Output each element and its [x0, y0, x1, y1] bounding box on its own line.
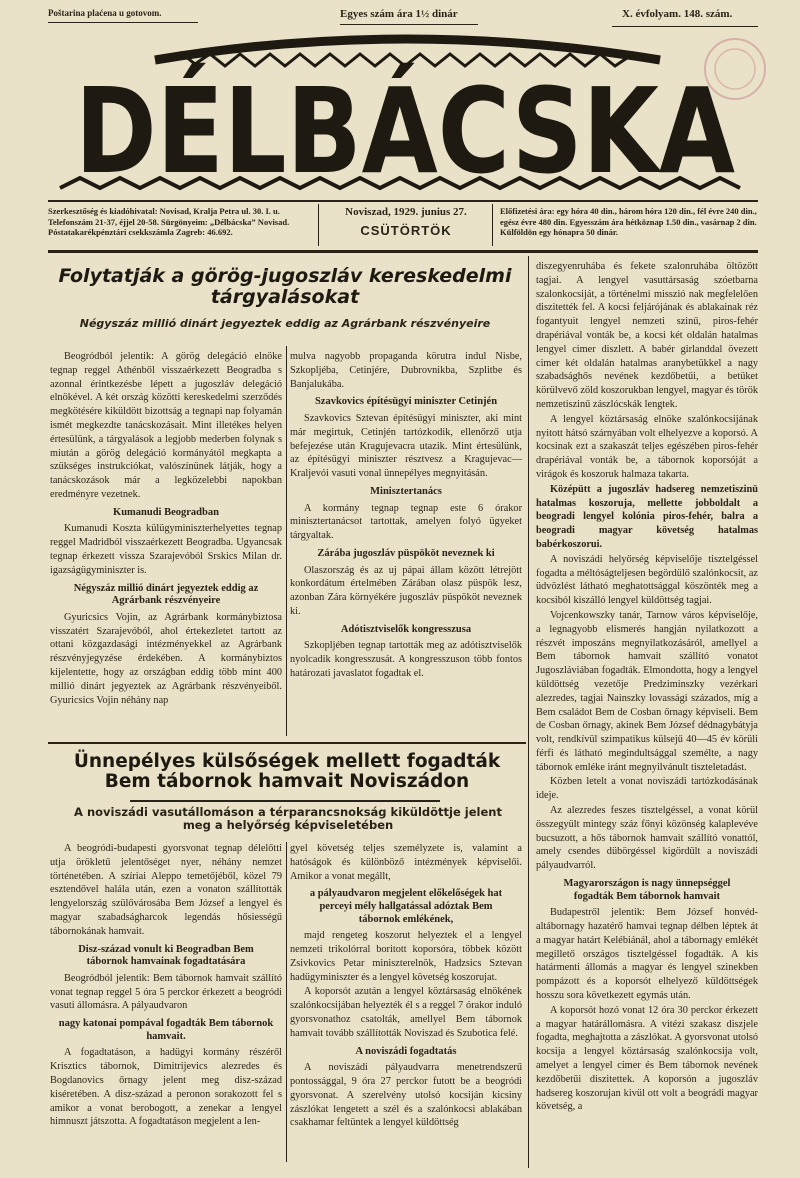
- article2-paragraph: gyel követség teljes személyzete is, valamint a hatóságok és különböző intézmények képviselői. Amikor a vonat megállt,: [290, 843, 522, 882]
- article2-column-divider: [286, 842, 287, 1162]
- article1-column-divider: [286, 346, 287, 736]
- info-divider-right: [492, 204, 493, 246]
- article2-paragraph: A fogadtatáson, a hadügyi kormány részéről Krisztics tábornok, Dimitrijevics alezredes és Bogdanovics őrnagy jelent meg disz-század kiséretében. A disz-század a peronon sorakozott fel s amikor a vonat berobogott, a zenekar a lengyel himnuszt játszotta. A fogadtatáson megjelent a len-: [50, 1047, 282, 1128]
- price-note: Egyes szám ára 1½ dinár: [340, 8, 458, 20]
- article2-column-2: [290, 842, 522, 1131]
- article2-paragraph: A koporsót azután a lengyel köztársaság elnökének szalónkocsijában helyezték él s a reggel 7 órakor induló gyorsvonathoz csatolták, amellyel Bem tábornok hamvait tovább szállították Noviszad és Szubotica felé.: [290, 986, 522, 1039]
- delivery-note: Poštarina plaćena u gotovom.: [48, 8, 162, 18]
- right-column-paragraph: Budapestről jelentik: Bem József honvéd-altábornagy hazatérő hamvai tegnap délben léptek át a magyar határt Kelébiánál, ahol a tábornagy emlékét megillető országos tisztelgéssel fogadták. A kis határmenti állomás a magyar és lengyel szinekben pompázott és a koporsót elhelyező küldöttségek hosszu sora következett egymás után.: [536, 907, 758, 1002]
- article2-paragraph: A beogródi-budapesti gyorsvonat tegnap délelőtti utja örökletű jelentőséget nyer, néhány nemzet történetében. A szíriai Aleppo temetőjéből, közel 79 esztendővel halála után, ezen a vonaton szállították lengyelország szülővárosába Bem József a lengyel és magyar szabadságharcok legendás hősiességű tábornokának hamvait.: [50, 843, 282, 937]
- article1-headline: Folytatják a görög-jugoszláv kereskedelmi tárgyalásokat: [58, 265, 512, 308]
- article1-subhead: Négyszáz millió dinárt jegyeztek eddig az Agrárbank részvényeire: [79, 317, 491, 330]
- article2-paragraph: Beogródból jelentik: Bem tábornok hamvait szállító vonat tegnap reggel 5 óra 5 perckor érkezett a beogródi vasuti állomásra. A pályaudvaron: [50, 972, 282, 1012]
- article1-subtitle: Kumanudi Beogradban: [113, 506, 219, 518]
- issue-day: CSÜTÖRTÖK: [360, 222, 452, 238]
- article1-subtitle: Adótisztviselők kongresszusa: [340, 623, 472, 635]
- article1-paragraph: Kumanudi Koszta külügyminiszterhelyettes tegnap reggel Madridból visszaérkezett Beogradba. Ugyancsak tegnap érkezett vissza Szarajevóból Srskics Milan dr. igazságügyminiszter is.: [50, 523, 282, 576]
- rule-before-article2: [48, 742, 526, 744]
- article1-subtitle: Minisztertanács: [370, 485, 442, 497]
- price-underline: [340, 24, 478, 25]
- article2-subtitle: Disz-század vonult ki Beogradban Bem tábornok hamvainak fogadtatására: [78, 943, 254, 968]
- date-box: [330, 206, 482, 239]
- right-column-paragraph: A koporsót hozó vonat 12 óra 30 perckor érkezett a magyar határállomásra. A vitézi szakasz diszjele fogadta, meghajtotta a zászlókat. A gyorsvonat utolsó kocsija a lengyel köztársaság szalónkocsija volt, amelyet a lengyel cimer és Bem tábornok nevének kezdőbetűi diszitettek. A koporsón a jugoszláv hadsereg koszorujan kivül ott volt a beográdi magyar követség, a: [536, 1004, 758, 1113]
- right-column-paragraph: Az alezredes feszes tisztelgéssel, a vonat körül összegyült mintegy száz főnyi közönség kalaplevéve bucsuzott, a hős tábornok hamvait szállító vonattól, amely csendes dübörgéssel kigördült a noviszádi pályaudvarról.: [536, 805, 758, 872]
- article2-subtitle: nagy katonai pompával fogadták Bem tábornok hamvait.: [58, 1018, 274, 1042]
- right-column-paragraph: diszegyenruhába és fekete szalonruhába öltözött tagjai. A lengyel vasuttársaság szóetbarna szalonkocsiját, a történelmi misszió nak megfelelően diszitették fel. A kocsi feljárójának és ablakainak réz fogantyuit lengyel nemzeti szinű, piros-fehér drapériával vonták be, a kocsi két oldalán hatalmas lengyel cimer diszlett. A babér girlanddal övezett cimer két oldalán hatalmas aranybetükkel a nagy szabadsághős nevének kezdőbetűi, a betüket körülvevő zöld koszorukban lengyel, magyar és török nemzetiszinű zászlócskák lengtek.: [536, 261, 758, 410]
- right-column-divider: [528, 256, 529, 1168]
- article2-subhead: A noviszádi vasutállomáson a térparancsnokság kiküldöttje jelent meg a helyőrség képviseletében: [74, 805, 502, 833]
- subscription-info: Előfizetési ára: egy hóra 40 din., három hóra 120 din., fél évre 240 din., egész évre 480 din. Egyesszám ára hétköznap 1.50 din., vasárnap 2 din. Külföldön egy hónapra 50 dinár.: [500, 206, 757, 238]
- article1-paragraph: mulva nagyobb propaganda körutra indul Nisbe, Szkopljéba, Cetinjére, Dubrovnikba, Szplitbe és Banjalukába.: [290, 351, 522, 390]
- editorial-info: Szerkesztőség és kiadóhivatal: Novisad, Kralja Petra ul. 30. I. u. Telefonszám 21-37, éjjel 20-58. Sürgönyeim: „Délbácska” Novisad. Póstatakarékpénztári csekkszámla Zagreb: 46.692.: [48, 206, 290, 238]
- article2-subtitle: A noviszádi fogadtatás: [355, 1045, 457, 1057]
- article1-subtitle: Zárába jugoszláv püspököt neveznek ki: [317, 547, 495, 559]
- right-column-paragraph: A lengyel köztársaság elnöke szalónkocsijának nyitott hátsó szárnyában volt elhelyezve a koporsó. A kocsinak ezt a szakaszát teljes egészében piros-fehér drapériával vonták be, a tábornok koporsóját a virágok és koszoruk halmaza takarta.: [536, 413, 758, 480]
- article1-paragraph: A kormány tegnap tegnap este 6 órakor minisztertanácsot tartottak, amelyen folyó ügyeket tárgyaltak.: [290, 502, 522, 542]
- issue-number: X. évfolyam. 148. szám.: [622, 8, 733, 20]
- rule-under-masthead: [48, 200, 758, 202]
- article1-paragraph: Gyuricsics Vojin, az Agrárbank kormánybiztosa visszatért Szarajevóból, ahol értekezletet tartott az ottani közgazdasági intézményekkel az Agrárbank részvényjegyzése érdekében. A kormánybiztos kijelentette, hogy az országban eddig több mint 400 millió dinárt jegyeztek az Agrárbank részvényeiből. Gyuricsics Vojin néhány nap: [50, 611, 282, 706]
- article2-paragraph: majd rengeteg koszorut helyeztek el a lengyel nemzeti trikolórral boritott koporsóra, többek között Zsivkovics Petar miniszterelnök, Hadzsics Sztevan hadügyminiszter és a lengyel követség koszorujat.: [290, 930, 522, 983]
- article2-subtitle: a pályaudvaron megjelent előkelőségek hat perceyi mély hallgatással adóztak Bem tábornok emlékének,: [309, 888, 503, 925]
- article2-column-1: [50, 842, 282, 1130]
- issue-underline: [612, 26, 758, 27]
- right-column: [536, 260, 758, 1115]
- article1-subtitle: Szavkovics építésügyi miniszter Cetinjén: [314, 396, 498, 408]
- right-column-bold-paragraph: Középütt a jugoszláv hadsereg nemzetiszinü hatalmas koszoruja, mellette jobboldalt a beogradi lengyel kolónia piros-fehér, balra a beogradi magyar követség hatalmas babérkoszorui.: [536, 483, 758, 550]
- article1-column-2: [290, 350, 522, 682]
- right-column-paragraph: Vojcenkowszky tanár, Tarnow város képviselője, a legnagyobb elismerés hangján nyilatkozott a részvét imposzáns megnyilatkozásáról, amellyel a Bem tábornok hamvait szállító vonatot Jugoszláviában fogadták. Elmondotta, hogy a lengyel küldöttség vezetője Predziminszky vezérkari alezredes, tagjai Nainszky lovassági százados, míg a Bem családot Bem de Cosban őrnagy képviseli. Bem de Cosban őrnagy, akinek Bem József dédnagybátyja volt, rendkívül szimpatikus külsejű 40—45 év körüli férfi és látható megindultsággal személte, a nagy tábornok emléke iránt megnyilvánult tiszteletadást.: [536, 609, 758, 773]
- masthead: [60, 30, 750, 198]
- delivery-underline: [48, 22, 198, 23]
- right-column-subtitle: Magyarországon is nagy ünnepséggel fogadták Bem tábornok hamvait: [563, 878, 731, 902]
- article1-paragraph: Szavkovics Sztevan építésügyi miniszter, aki mint már megirtuk, Cetinjén tartózkodik, ellenőrző utja befejezése után Kragujevacra utazik. Mint értesülünk, az építésügyi miniszter résztvesz a Kragujevac—Kraljevói vasuti vonal ünnepélyes megnyitásán.: [290, 412, 522, 480]
- masthead-art: [60, 30, 750, 198]
- article2-headline-underline: [130, 800, 440, 802]
- rule-under-info: [48, 250, 758, 253]
- right-column-paragraph: A noviszádi helyőrség képviselője tisztelgéssel fogadta a méltóságteljesen begördülő szalónkocsit, az üdvözlést látható meghatottsággal köszönték meg a kocsiból kiszálló lengyel küldöttség tagjai.: [536, 553, 758, 607]
- article2-paragraph: A noviszádi pályaudvarra menetrendszerű pontossággal, 9 óra 27 perckor futott be a beogródi gyorsvonat. A szerelvény utolsó kocsiján kicsiny zászlókat lengetett a szél és a szalónkocsi ablakában csakhamar feltüntek a lengyel küldöttség: [290, 1062, 522, 1129]
- masthead-title: DÉLBÁCSKA: [75, 62, 735, 200]
- library-stamp: [700, 34, 770, 104]
- article1-subtitle: Négyszáz millió dinárt jegyeztek eddig az Agrárbank részvényeire: [73, 582, 259, 607]
- article1-paragraph: Beogródból jelentik: A görög delegáció elnöke tegnap reggel Athénből visszaérkezett Beogradba s azonnal érintkezésbe lépett a jugoszláv delegáció elnökével. A két ország közötti kereskedelmi szerződés megkötésére kiküldött bizottság a tegnapi nap folyamán ismét megkezdte tanácskozásait. Mint illetékes helyen értesülünk, a tárgyalások a legjobb mederben folynak s miután a görög delegáció kormányától megkapta a szükséges instrukciókat, valószínünek látják, hogy a tanácskozások már a legközelebbi napokban eredményre vezetnek.: [50, 351, 282, 500]
- article1-column-1: [50, 350, 282, 708]
- info-divider-left: [318, 204, 319, 246]
- issue-date: Noviszad, 1929. junius 27.: [345, 206, 467, 218]
- article1-paragraph: Szkopljében tegnap tartották meg az adótisztviselők nyolcadik kongresszusát. A kongresszuson több fontos határozati javaslatot fogadtak el.: [290, 640, 522, 679]
- article2-headline: Ünnepélyes külsőségek mellett fogadták Bem tábornok hamvait Noviszádon: [73, 751, 501, 793]
- article1-paragraph: Olaszország és az uj pápai állam között létrejött konkordátum értelmében Zárában olasz püspök lesz, azonban Zára környékére jugoszláv püspököt neveznek ki.: [290, 564, 522, 617]
- right-column-paragraph: Közben letelt a vonat noviszádi tartózkodásának ideje.: [536, 776, 758, 802]
